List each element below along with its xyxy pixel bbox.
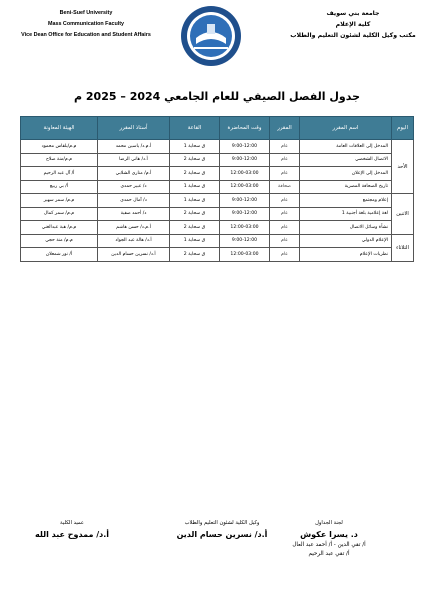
university-name-ar: جامعة بني سويف (326, 10, 380, 17)
type-cell: عام (270, 140, 300, 154)
time-cell: 12:00-03:00 (220, 180, 270, 194)
professor-cell: أ.م.د/ ياسين محمد (98, 140, 170, 154)
assistant-cell: أ/ آل عبد الرحيم (21, 167, 98, 181)
table-row (21, 248, 414, 262)
room-cell: ق سحاية 2 (170, 153, 220, 167)
time-cell: 9:00-12:00 (220, 207, 270, 221)
professor-cell: أ.د/ نسرين حسام الدين (98, 248, 170, 262)
table-header-row (21, 117, 414, 140)
course-cell: الاتصال الشخصي (300, 153, 392, 167)
type-cell: عام (270, 221, 300, 235)
professor-cell: د/ عبير حمدي (98, 180, 170, 194)
col-header-room: القاعة (170, 117, 220, 140)
professor-cell: أ.د/ هاني الرضا (98, 153, 170, 167)
header-arabic (278, 8, 428, 41)
course-cell: المدخل إلى الإعلان (300, 167, 392, 181)
assistant-cell: م.م/ سمر كمال (21, 207, 98, 221)
course-cell: إعلام ومجتمع (300, 194, 392, 208)
table-row (21, 180, 414, 194)
type-cell: صحافة (270, 180, 300, 194)
course-cell: لغة إعلامية بلغة أجنبية 1 (300, 207, 392, 221)
vice-dean-name: أ.د/ نسرين حسام الدين (176, 530, 268, 539)
time-cell: 12:00-03:00 (220, 221, 270, 235)
room-cell: ق سحاية 1 (170, 140, 220, 154)
table-row (21, 167, 414, 181)
schedule-table (20, 116, 414, 262)
signature-committee (274, 520, 384, 557)
col-header-day: اليوم (392, 117, 414, 140)
committee-title: لجنة الجداول (315, 520, 343, 526)
col-header-type: المقرر (270, 117, 300, 140)
type-cell: عام (270, 248, 300, 262)
office-name-ar: مكتب وكيل الكلية لشئون التعليم والطلاب (290, 32, 416, 39)
assistant-cell: م.م/ منة حجي (21, 234, 98, 248)
room-cell: ق سحاية 2 (170, 167, 220, 181)
assistant-cell: م.م/بلقاس محمود (21, 140, 98, 154)
room-cell: ق سحاية 1 (170, 180, 220, 194)
time-cell: 9:00-12:00 (220, 153, 270, 167)
col-header-time: وقت المحاضرة (220, 117, 270, 140)
committee-members-2: أ/ تقي عبد الرحيم (308, 551, 350, 557)
room-cell: ق سحاية 1 (170, 194, 220, 208)
assistant-cell: م.م/منة صلاح (21, 153, 98, 167)
type-cell: عام (270, 194, 300, 208)
table-row (21, 207, 414, 221)
assistant-cell: م.م/ هبة عبدالغني (21, 221, 98, 235)
table-row (21, 221, 414, 235)
table-row (21, 140, 414, 154)
table-row (21, 153, 414, 167)
header-english (6, 8, 166, 41)
assistant-cell: م.م/ سمر سهير (21, 194, 98, 208)
course-cell: تاريخ الصحافة المصرية (300, 180, 392, 194)
dean-title: عميد الكلية (60, 520, 84, 526)
day-cell: الاثنين (392, 194, 414, 235)
professor-cell: أ.م.د/ حسن هاشم (98, 221, 170, 235)
course-cell: نظريات الإعلام (300, 248, 392, 262)
faculty-name-ar: كلية الإعلام (335, 21, 371, 28)
col-header-professor: أستاذ المقرر (98, 117, 170, 140)
time-cell: 12:00-03:00 (220, 248, 270, 262)
signature-dean (22, 520, 122, 539)
type-cell: عام (270, 167, 300, 181)
room-cell: ق سحاية 2 (170, 207, 220, 221)
col-header-assistant: الهيئة المعاونة (21, 117, 98, 140)
type-cell: عام (270, 153, 300, 167)
day-cell: الثلاثاء (392, 234, 414, 261)
committee-head-name: د. يسرا عكوش (300, 530, 358, 539)
room-cell: ق سحاية 2 (170, 221, 220, 235)
type-cell: عام (270, 207, 300, 221)
assistant-cell: أ/ نور شمعلان (21, 248, 98, 262)
professor-cell: أ.م/ مناري الشلابي (98, 167, 170, 181)
time-cell: 12:00-03:00 (220, 167, 270, 181)
professor-cell: د/ أحمد صفية (98, 207, 170, 221)
university-logo (178, 4, 244, 68)
professor-cell: أ.د/ هالة عبد الجواد (98, 234, 170, 248)
room-cell: ق سحاية 2 (170, 248, 220, 262)
vice-dean-title: وكيل الكلية لشئون التعليم والطلاب (184, 520, 260, 526)
page-title: جدول الفصل الصيفي للعام الجامعي 2024 – 2025 م (73, 90, 361, 103)
type-cell: عام (270, 234, 300, 248)
time-cell: 9:00-12:00 (220, 234, 270, 248)
office-name-en: Vice Dean Office for Education and Student Affairs (21, 32, 151, 38)
faculty-name-en: Mass Communication Faculty (47, 21, 125, 27)
professor-cell: د/ آمال حمدي (98, 194, 170, 208)
assistant-cell: أ/ بي ربيع (21, 180, 98, 194)
room-cell: ق سحاية 1 (170, 234, 220, 248)
time-cell: 9:00-12:00 (220, 140, 270, 154)
university-name-en: Beni-Suef University (59, 10, 113, 16)
course-cell: الإعلام الدولي (300, 234, 392, 248)
time-cell: 9:00-12:00 (220, 194, 270, 208)
committee-members-1: أ/ تقي الدين - أ/ أحمد عبد العال (292, 542, 366, 548)
dean-name: أ.د/ ممدوح عبد الله (34, 530, 110, 539)
day-cell: الأحد (392, 140, 414, 194)
col-header-course: اسم المقرر (300, 117, 392, 140)
signature-vice-dean (162, 520, 282, 539)
table-row (21, 234, 414, 248)
course-cell: نشأة وسائل الاتصال (300, 221, 392, 235)
course-cell: المدخل إلى العلاقات العامة (300, 140, 392, 154)
table-row (21, 194, 414, 208)
